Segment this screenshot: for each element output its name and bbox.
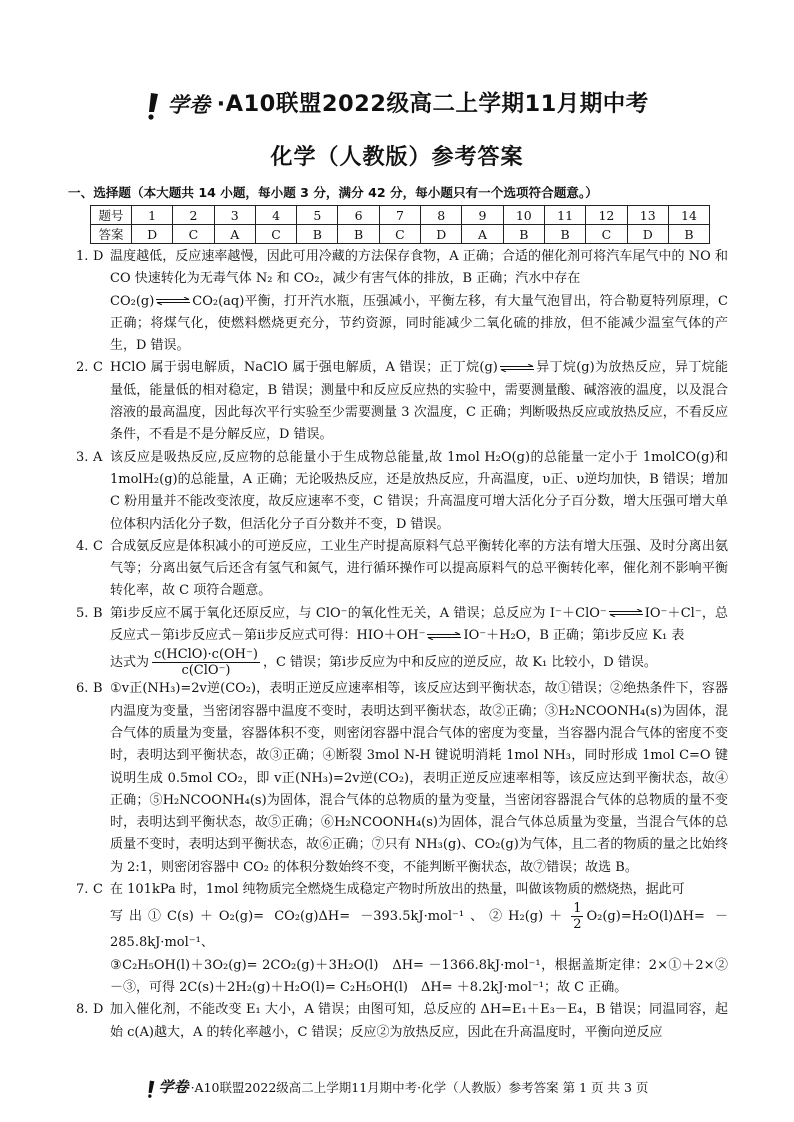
one-half-fraction (571, 901, 583, 932)
brush-mark-icon (145, 92, 159, 120)
item-text (110, 246, 728, 357)
text-segment: ③C₂H₅OH(l)＋3O₂(g)= 2CO₂(g)＋3H₂O(l) ΔH= －1366.8kJ·mol⁻¹，根据盖斯定律：2×①＋2×②－③，可得 2C(s)＋2H₂(g)＋H₂O(l)= C₂H₅OH(l) ΔH= ＋8.2kJ·mol⁻¹；故 C 正确。 (110, 957, 728, 995)
answer-table-answer-row (91, 225, 710, 244)
answer-cell: A (462, 225, 503, 244)
row-label-answer: 答案 (91, 225, 132, 244)
text-segment: CO₂(g) (110, 293, 155, 309)
document-subtitle: 化学（人教版）参考答案 (270, 145, 524, 170)
text-segment: 在 101kPa 时，1mol 纯物质完全燃烧生成稳定产物时所放出的热量，叫做该物质的燃烧热，据此可 (110, 882, 685, 898)
answer-table (90, 205, 710, 244)
item-answer: D (93, 1002, 104, 1018)
answer-cell: B (503, 225, 544, 244)
answer-cell: C (173, 225, 214, 244)
document-header (0, 86, 794, 120)
fraction-numerator: c(HClO)·c(OH⁻) (154, 647, 258, 663)
equilibrium-arrow-icon (499, 364, 535, 372)
question-number: 4 (255, 206, 296, 225)
text-segment: HClO 属于弱电解质，NaClO 属于强电解质，A 错误；正丁烷(g) (110, 360, 498, 376)
brush-mark-icon (146, 1080, 155, 1098)
answer-cell: B (544, 225, 585, 244)
text-segment: 第ⅰ步反应不属于氧化还原反应，与 ClO⁻的氧化性无关，A 错误；总反应为 I⁻＋ClO⁻ (110, 605, 607, 621)
explanation-item-3 (68, 447, 728, 536)
item-text: 加入催化剂，不能改变 E₁ 大小，A 错误；由图可知，总反应的 ΔH=E₁＋E₃－E₄，B 错误；同温同容，起始 c(A)越大，A 的转化率越小，C 错误；反应②为放热反应，因此在升高温度时，平衡向逆反应 (110, 1002, 728, 1040)
text-segment: 达式为 (110, 655, 150, 671)
question-number: 3 (214, 206, 255, 225)
question-number: 2 (173, 206, 214, 225)
answer-cell: C (586, 225, 627, 244)
text-segment: ，C 错误；第ⅰ步反应为中和反应的逆反应，故 K₁ 比较小，D 错误。 (262, 655, 657, 671)
text-segment: O₂(g)=H₂O(l)ΔH= －285.8kJ·mol⁻¹、 (110, 909, 728, 951)
question-number: 7 (379, 206, 420, 225)
explanation-item-5 (68, 603, 728, 679)
item-answer: B (93, 681, 103, 697)
text-segment: IO⁻＋Cl⁻，总反应式－第ⅰ步反应式－第ⅱ步反应式可得：HIO＋OH⁻ (110, 605, 728, 644)
question-number: 9 (462, 206, 503, 225)
item-answer: C (93, 360, 103, 376)
text-segment: 写出①C(s)＋O₂(g)= CO₂(g)ΔH= －393.5kJ·mol⁻¹、②H₂(g)＋ (110, 909, 569, 925)
answer-cell: D (132, 225, 173, 244)
item-text: ①v正(NH₃)=2v逆(CO₂)，表明正逆反应速率相等，该反应达到平衡状态，故①错误；②绝热条件下，容器内温度为变量，当密闭容器中温度不变时，表明达到平衡状态，故②正确；③H₂NCOONH₄(s)为固体，混合气体的质量为变量，容器体积不变，则密闭容器中混合气体的密度为变量，当容器内混合气体的密度不变时，表明达到平衡状态，故③正确；④断裂 3mol N-H 键说明消耗 1mol NH₃，同时形成 1mol C=O 键说明生成 0.5mol CO₂，即 v正(NH₃)=2v逆(CO₂)，表明正逆反应速率相等，该反应达到平衡状态，故④正确；⑤H₂NCOONH₄(s)为固体，混合气体的总物质的量为变量，当密闭容器混合气体的总物质的量不变时，表明达到平衡状态，故⑤正确；⑥H₂NCOONH₄(s)为固体，混合气体总质量为变量，当混合气体的总质量不变时，表明达到平衡状态，故⑥正确；⑦只有 NH₃(g)、CO₂(g)为气体，且二者的物质的量之比始终为 2:1，则密闭容器中 CO₂ 的体积分数始终不变，不能判断平衡状态，故⑦错误；故选 B。 (110, 681, 728, 875)
question-number: 13 (627, 206, 668, 225)
footer-logo-text: 学卷 (158, 1078, 189, 1096)
answer-table-number-row (91, 206, 710, 225)
item-number: 2. (76, 360, 89, 376)
text-segment: CO₂(aq)平衡，打开汽水瓶，压强减小，平衡左移，有大量气泡冒出，符合勒夏特列原理，C 正确；将煤气化，使燃料燃烧更充分，节约资源，同时能减少二氧化硫的排放，但不能减少温室气体的产生，D 错误。 (110, 293, 728, 354)
item-text (110, 603, 728, 679)
answer-cell: B (668, 225, 709, 244)
equilibrium-constant-fraction (152, 647, 260, 678)
fraction-numerator: 1 (573, 901, 582, 917)
item-answer: C (93, 538, 103, 554)
fraction-denominator: 2 (573, 917, 582, 933)
answer-cell: B (297, 225, 338, 244)
question-number: 12 (586, 206, 627, 225)
text-segment: 异丁烷(g)为放热反应，异丁烷能量低，能量低的相对稳定，B 错误；测量中和反应反应热的实验中，需要测量酸、碱溶液的温度，以及混合溶液的最高温度，因此每次平行实验至少需要测量 3 次温度，C 正确；判断吸热反应或放热反应，不看反应条件，不看是不是分解反应，D 错误。 (110, 360, 728, 443)
explanation-item-2 (68, 357, 728, 446)
equilibrium-arrow-icon (155, 297, 191, 305)
fraction-denominator: c(ClO⁻) (181, 663, 231, 679)
answer-cell: A (214, 225, 255, 244)
text-segment: 温度越低，反应速率越慢，因此可用冷藏的方法保存食物，A 正确；合适的催化剂可将汽车尾气中的 NO 和 CO 快速转化为无毒气体 N₂ 和 CO₂，减少有害气体的排放，B 正确；汽水中存在 (110, 249, 728, 287)
explanation-item-8 (68, 999, 728, 1044)
item-number: 7. (76, 882, 89, 898)
question-number: 14 (668, 206, 709, 225)
item-text (110, 357, 728, 446)
question-number: 6 (338, 206, 379, 225)
item-answer: A (93, 449, 103, 465)
question-number: 8 (421, 206, 462, 225)
question-number: 5 (297, 206, 338, 225)
item-number: 6. (76, 681, 89, 697)
explanation-item-4 (68, 536, 728, 603)
question-number: 11 (544, 206, 585, 225)
item-number: 3. (76, 449, 89, 465)
question-number: 1 (132, 206, 173, 225)
footer-text: ·A10联盟2022级高二上学期11月期中考·化学（人教版）参考答案 第 1 页 共 3 页 (190, 1080, 649, 1095)
answer-cell: C (379, 225, 420, 244)
answer-cell: C (255, 225, 296, 244)
brand-logo (145, 89, 212, 120)
explanation-item-1 (68, 246, 728, 357)
equilibrium-arrow-icon (426, 632, 462, 640)
text-segment: IO⁻＋H₂O，B 正确；第ⅰ步反应 K₁ 表 (463, 628, 685, 644)
explanation-item-6 (68, 678, 728, 879)
item-text: 合成氨反应是体积减小的可逆反应，工业生产时提高原料气总平衡转化率的方法有增大压强、及时分离出氨气等；分离出氨气后还含有氢气和氮气，进行循环操作可以提高原料气的总平衡转化率，催化剂不影响平衡转化率，故 C 项符合题意。 (110, 538, 728, 599)
item-answer: D (93, 249, 104, 264)
item-answer: C (93, 882, 103, 898)
item-number: 8. (76, 1002, 89, 1018)
item-number: 1. (76, 249, 89, 264)
question-number: 10 (503, 206, 544, 225)
answer-cell: B (338, 225, 379, 244)
item-answer: B (93, 605, 103, 621)
equilibrium-arrow-icon (608, 609, 644, 617)
answer-cell: D (627, 225, 668, 244)
page-footer (0, 1076, 794, 1098)
item-number: 5. (76, 605, 89, 621)
answer-cell: D (421, 225, 462, 244)
logo-text: 学卷 (167, 92, 211, 118)
row-label-number: 题号 (91, 206, 132, 225)
item-text: 该反应是吸热反应,反应物的总能量小于生成物总能量,故 1mol H₂O(g)的总能量一定小于 1molCO(g)和 1molH₂(g)的总能量，A 正确；无论吸热反应，还是放热反应，升高温度，υ正、υ逆均加快，B 错误；增加 C 粉用量并不能改变浓度，故反应速率不变，C 错误；升高温度可增大活化分子百分数，增大压强可增大单位体积内活化分子数，但活化分子百分数并不变，D 错误。 (110, 449, 728, 532)
document-title: ·A10联盟2022级高二上学期11月期中考 (216, 91, 649, 117)
item-text (110, 879, 728, 999)
explanation-item-7 (68, 879, 728, 999)
item-number: 4. (76, 538, 89, 554)
explanations (68, 246, 728, 1044)
section-heading: 一、选择题（本大题共 14 小题，每小题 3 分，满分 42 分，每小题只有一个选项符合题意。） (68, 185, 598, 200)
